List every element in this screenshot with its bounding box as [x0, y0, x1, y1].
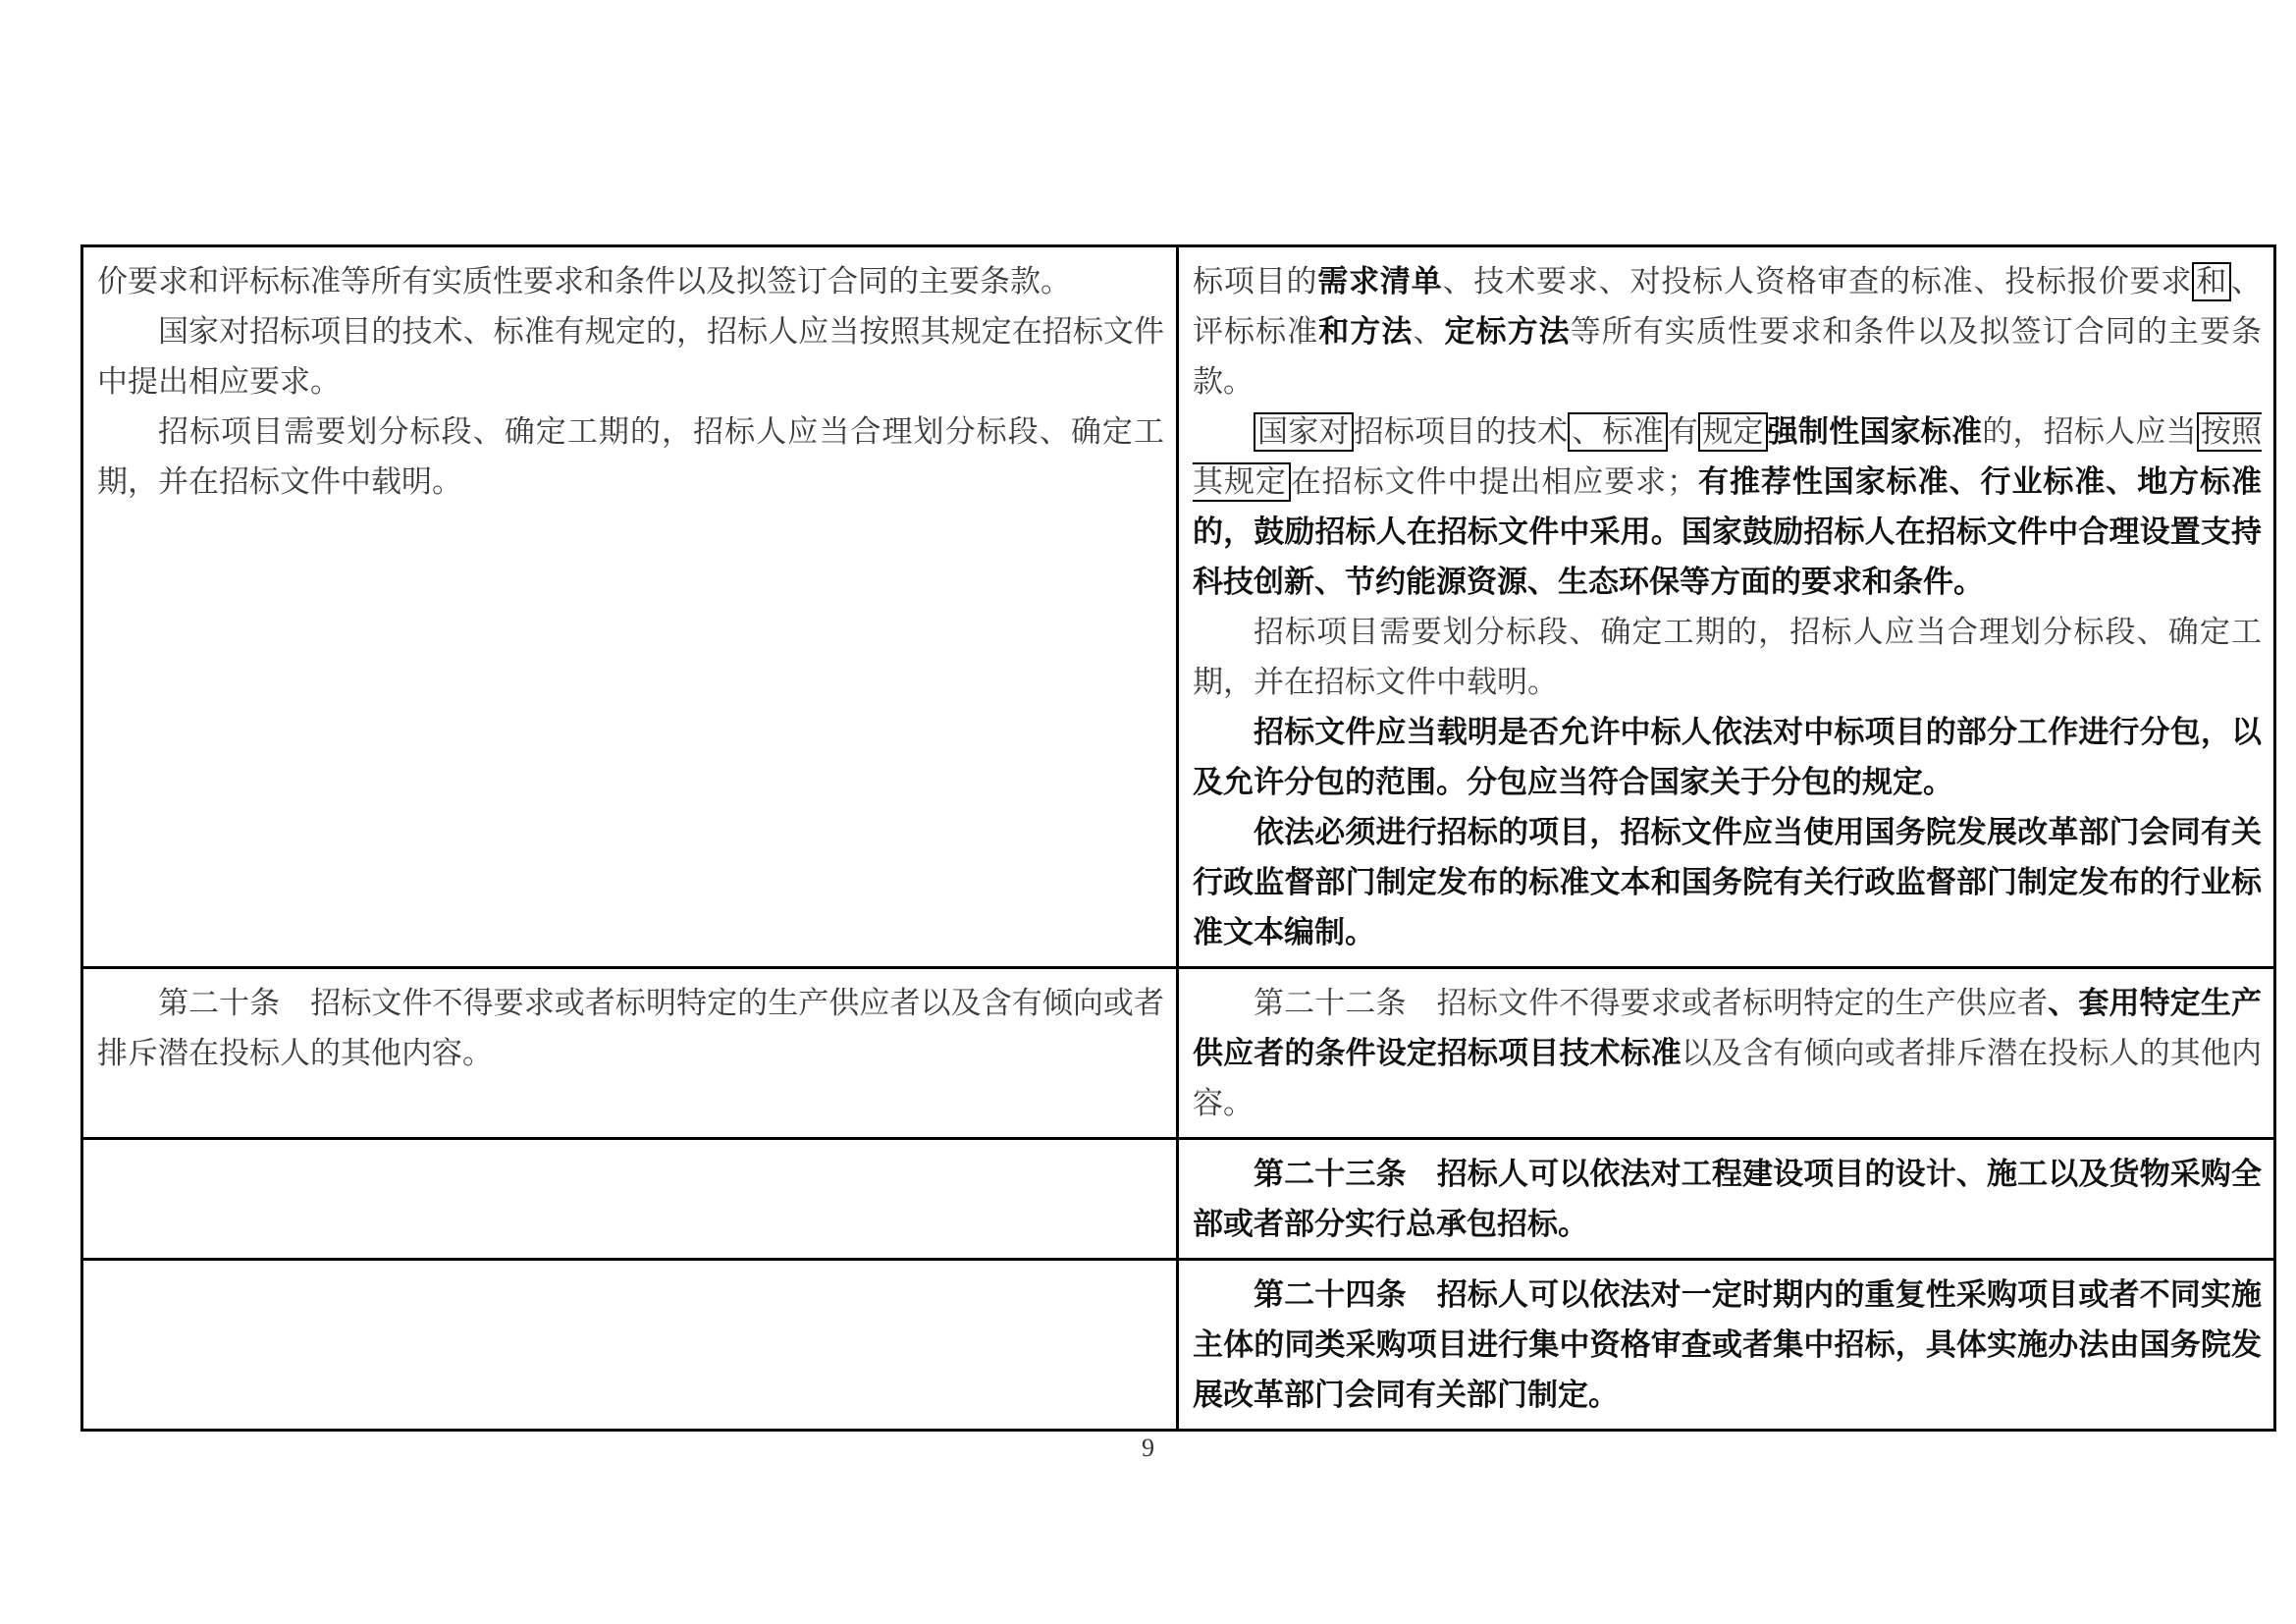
text-segment: 在招标文件中提出相应要求； [1290, 464, 1698, 500]
old-paragraph: 招标项目需要划分标段、确定工期的，招标人应当合理划分标段、确定工期，并在招标文件中载明。 [97, 414, 1164, 500]
empty-cell [82, 1139, 1178, 1260]
text-segment: 、评标标准 [1193, 264, 2263, 350]
article-22-text [1193, 979, 2262, 1129]
text-segment: 标项目的 [1193, 264, 1318, 299]
article-24-text: 第二十四条 招标人可以依法对一定时期内的重复性采购项目或者不同实施主体的同类采购项目进行集中资格审查或者集中招标，具体实施办法由国务院发展改革部门会同有关部门制定。 [1193, 1277, 2262, 1413]
old-text-cell [82, 968, 1178, 1139]
deleted-text-box: 国家对 [1254, 412, 1354, 452]
text-segment: 第二十二条 招标文件不得要求或者标明特定的生产供应者 [1254, 986, 2049, 1021]
table-row [82, 246, 2275, 968]
text-segment: 有 [1667, 414, 1699, 450]
deleted-text-box: 规定 [1698, 412, 1767, 452]
old-paragraph: 国家对招标项目的技术、标准有规定的，招标人应当按照其规定在招标文件中提出相应要求。 [97, 314, 1164, 400]
added-text: 需求清单 [1317, 264, 1443, 299]
new-paragraph [1193, 257, 2262, 407]
deleted-text-box: 和 [2192, 262, 2231, 301]
deleted-text-box: 按照其规定 [1193, 414, 2263, 500]
old-paragraph: 价要求和评标标准等所有实质性要求和条件以及拟签订合同的主要条款。 [97, 264, 1071, 299]
added-text: 和方法 [1318, 314, 1414, 350]
added-text: 定标方法 [1444, 314, 1571, 350]
added-paragraph: 招标文件应当载明是否允许中标人依法对中标项目的部分工作进行分包，以及允许分包的范围。分包应当符合国家关于分包的规定。 [1193, 715, 2262, 800]
text-segment: 以及含有倾向或者排斥潜在投标人的其他内容。 [1193, 1036, 2263, 1121]
table-row [82, 1139, 2275, 1260]
text-segment: 的，招标人应当 [1982, 414, 2197, 450]
new-text-cell [1178, 1260, 2275, 1431]
new-text-cell [1178, 246, 2275, 968]
added-paragraph: 依法必须进行招标的项目，招标文件应当使用国务院发展改革部门会同有关行政监督部门制定发布的标准文本和国务院有关行政监督部门制定发布的行业标准文本编制。 [1193, 815, 2262, 950]
old-text-cell [82, 246, 1178, 968]
added-text: 有推荐性国家标准、行业标准、地方标准的，鼓励招标人在招标文件中采用。国家鼓励招标人在招标文件中合理设置支持科技创新、节约能源资源、生态环保等方面的要求和条件。 [1193, 464, 2263, 600]
article-20-text: 第二十条 招标文件不得要求或者标明特定的生产供应者以及含有倾向或者排斥潜在投标人的其他内容。 [97, 986, 1164, 1071]
text-segment: 等所有实质性要求和条件以及拟签订合同的主要条款。 [1193, 314, 2263, 400]
comparison-table [80, 244, 2276, 1432]
text-segment: 招标项目的技术 [1353, 414, 1569, 450]
new-text-cell [1178, 968, 2275, 1139]
table-row [82, 968, 2275, 1139]
new-paragraph: 招标项目需要划分标段、确定工期的，招标人应当合理划分标段、确定工期，并在招标文件中载明。 [1193, 615, 2262, 700]
page-number: 9 [1142, 1434, 1154, 1462]
table-row [82, 1260, 2275, 1431]
article-23-text: 第二十三条 招标人可以依法对工程建设项目的设计、施工以及货物采购全部或者部分实行总承包招标。 [1193, 1157, 2262, 1242]
text-segment: 、技术要求、对投标人资格审查的标准、投标报价要求 [1442, 264, 2193, 299]
text-segment: 、 [1413, 314, 1445, 350]
new-text-cell [1178, 1139, 2275, 1260]
added-text: 强制性国家标准 [1767, 414, 1983, 450]
deleted-text-box: 、标准 [1568, 412, 1668, 452]
new-paragraph [1193, 407, 2262, 608]
empty-cell [82, 1260, 1178, 1431]
added-text: 、套用特定生产供应者的条件设定招标项目技术标准 [1193, 986, 2262, 1071]
